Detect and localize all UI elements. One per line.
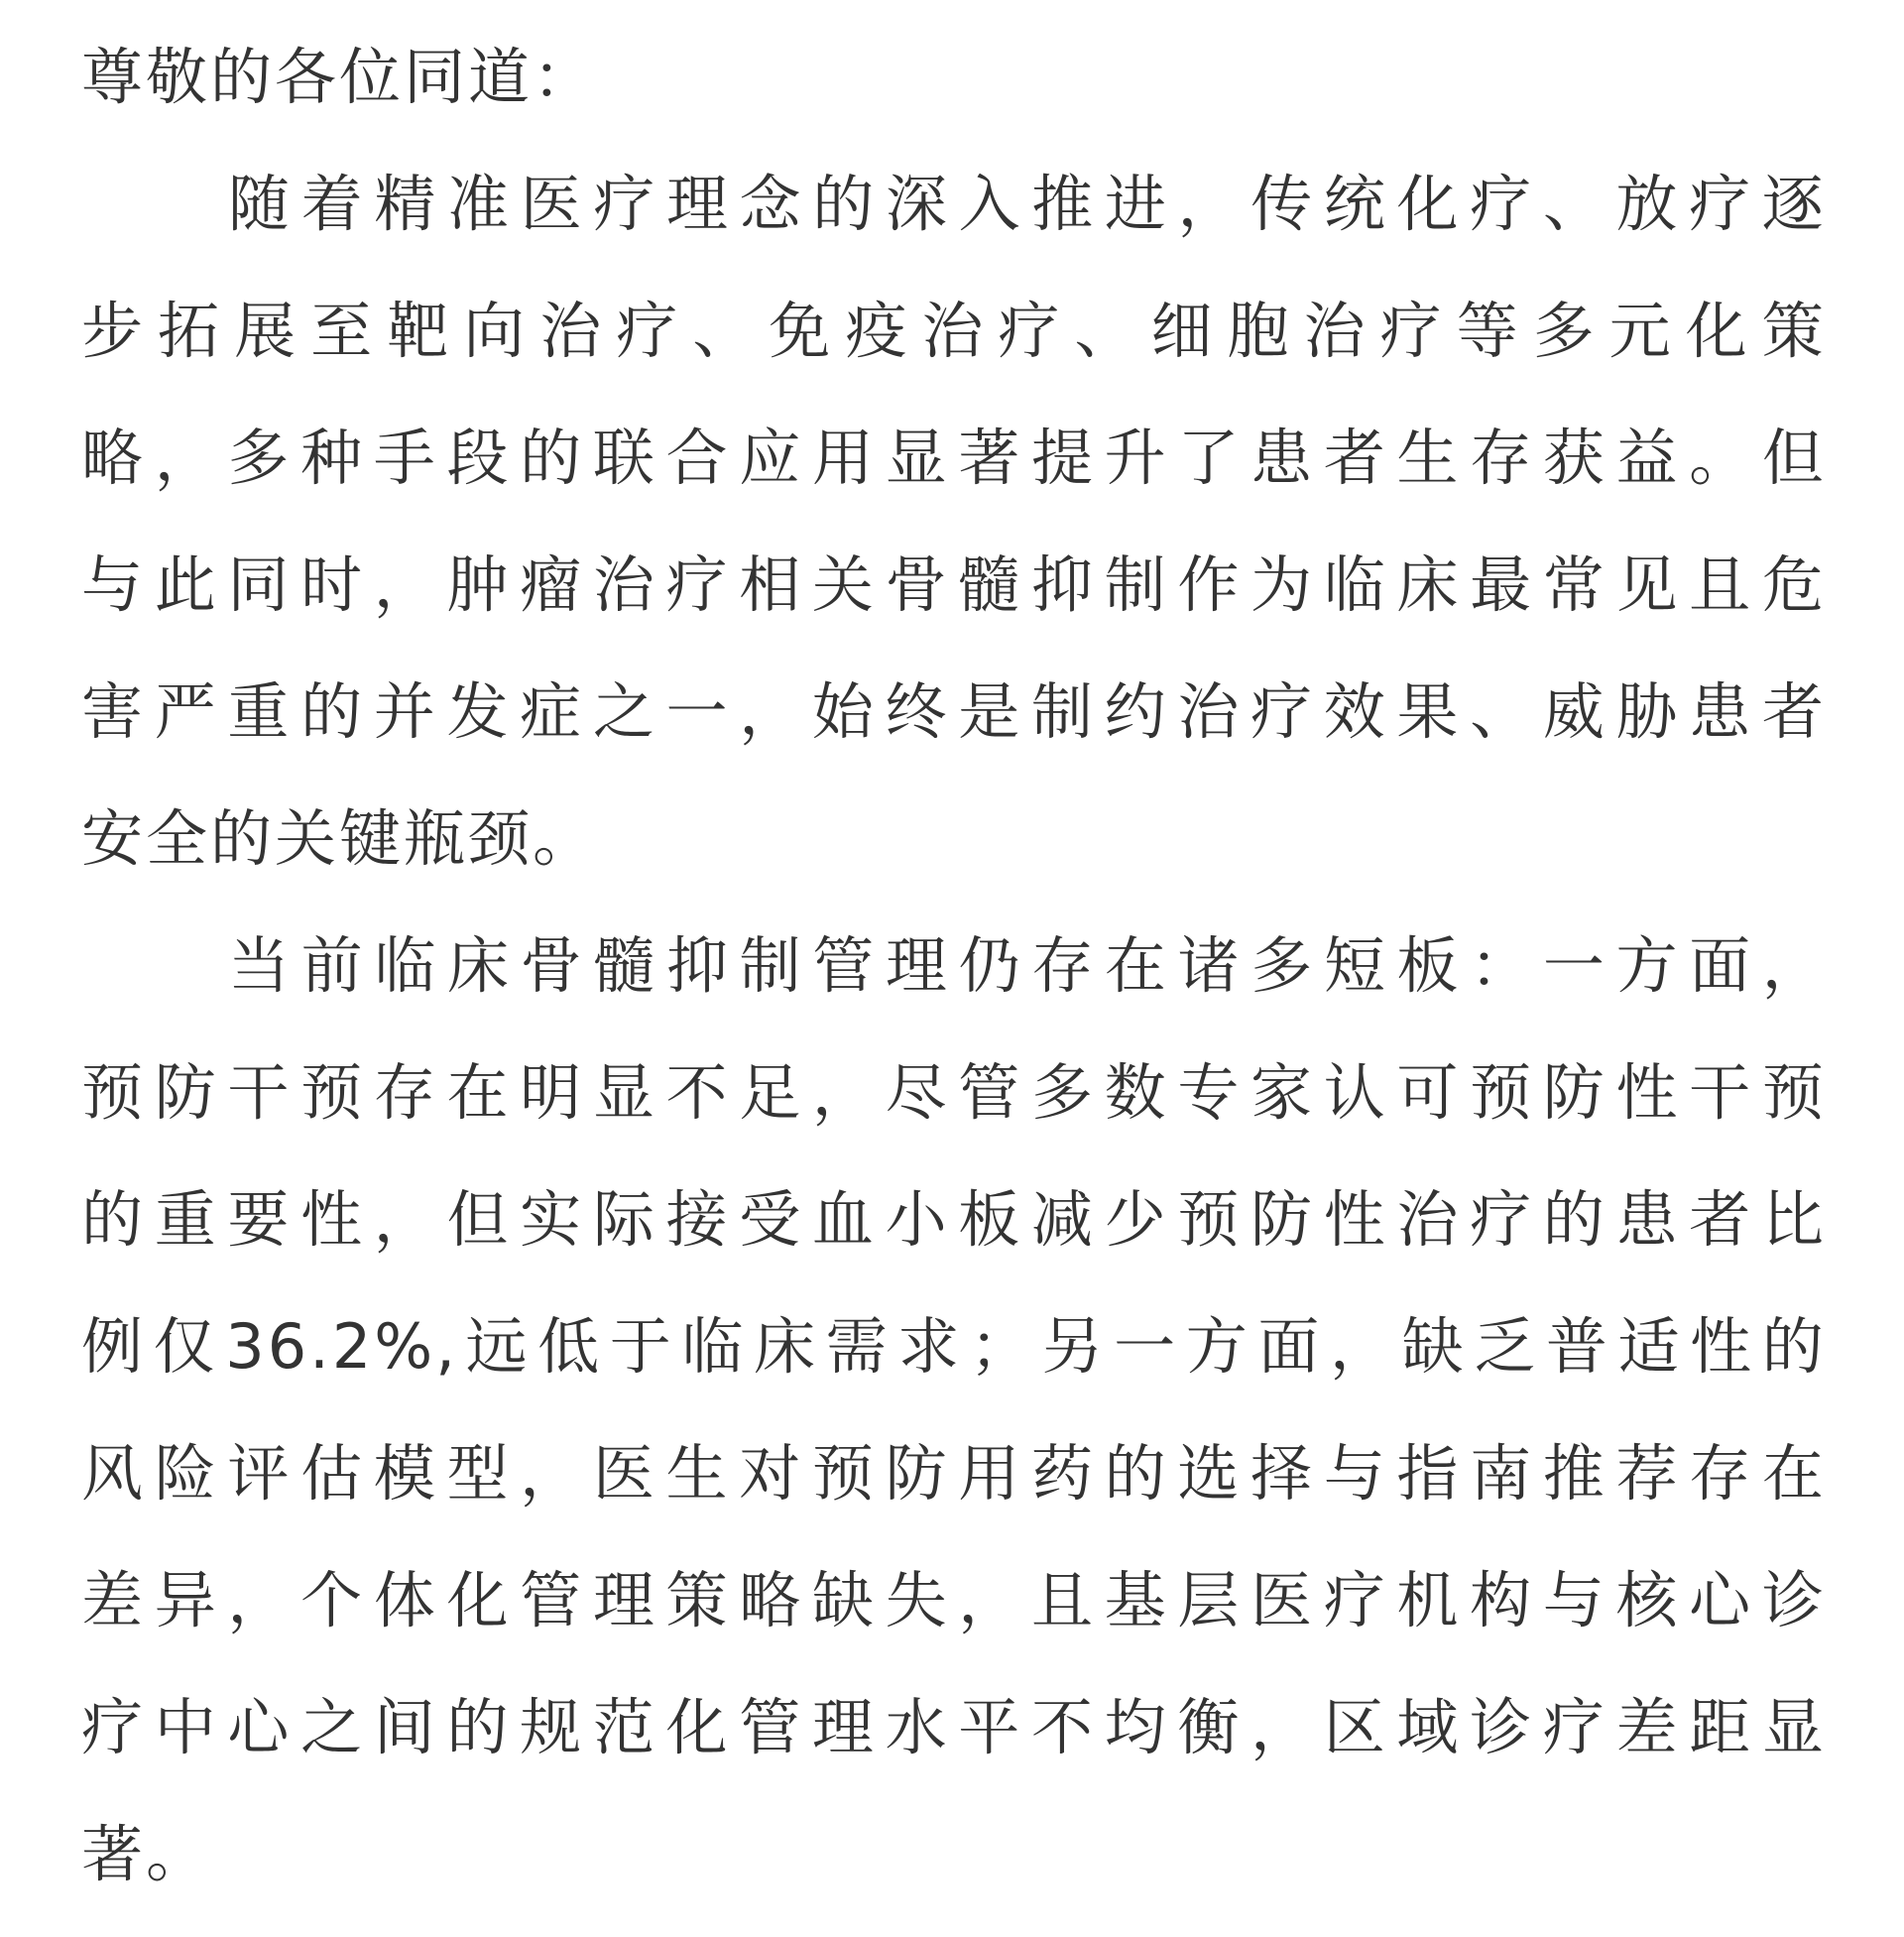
paragraph-line: 当 前 临 床 骨 髓 抑 制 管 理 仍 存 在 诸 多 短 板 ： 一 方 面 ，	[228, 929, 1827, 1002]
paragraph-line: 风 险 评 估 模 型 ， 医 生 对 预 防 用 药 的 选 择 与 指 南 推 荐 存 在	[81, 1437, 1827, 1510]
paragraph-line: 例 仅 36.2%, 远 低 于 临 床 需 求 ； 另 一 方 面 ， 缺 乏 普 适 性 的	[81, 1310, 1827, 1383]
paragraph-line: 著。	[81, 1818, 211, 1890]
paragraph-line: 步 拓 展 至 靶 向 治 疗 、 免 疫 治 疗 、 细 胞 治 疗 等 多 元 化 策	[81, 295, 1827, 367]
greeting: 尊敬的各位同道：	[81, 41, 598, 113]
paragraph-line: 随 着 精 准 医 疗 理 念 的 深 入 推 进 ， 传 统 化 疗 、 放 疗 逐	[228, 168, 1827, 240]
document-body	[81, 14, 1827, 1918]
paragraph-line: 的 重 要 性 ， 但 实 际 接 受 血 小 板 减 少 预 防 性 治 疗 的 患 者 比	[81, 1183, 1827, 1256]
paragraph-line: 略 ， 多 种 手 段 的 联 合 应 用 显 著 提 升 了 患 者 生 存 获 益 。 但	[81, 422, 1827, 494]
paragraph-1	[81, 141, 1827, 903]
paragraph-line: 疗 中 心 之 间 的 规 范 化 管 理 水 平 不 均 衡 ， 区 域 诊 疗 差 距 显	[81, 1691, 1827, 1763]
paragraph-2	[81, 903, 1827, 1918]
paragraph-line: 预 防 干 预 存 在 明 显 不 足 ， 尽 管 多 数 专 家 认 可 预 防 性 干 预	[81, 1056, 1827, 1129]
paragraph-line: 与 此 同 时 ， 肿 瘤 治 疗 相 关 骨 髓 抑 制 作 为 临 床 最 常 见 且 危	[81, 548, 1827, 621]
paragraph-line: 差 异 ， 个 体 化 管 理 策 略 缺 失 ， 且 基 层 医 疗 机 构 与 核 心 诊	[81, 1564, 1827, 1636]
paragraph-line: 安全的关键瓶颈。	[81, 802, 598, 875]
paragraph-line: 害 严 重 的 并 发 症 之 一 ， 始 终 是 制 约 治 疗 效 果 、 威 胁 患 者	[81, 675, 1827, 748]
